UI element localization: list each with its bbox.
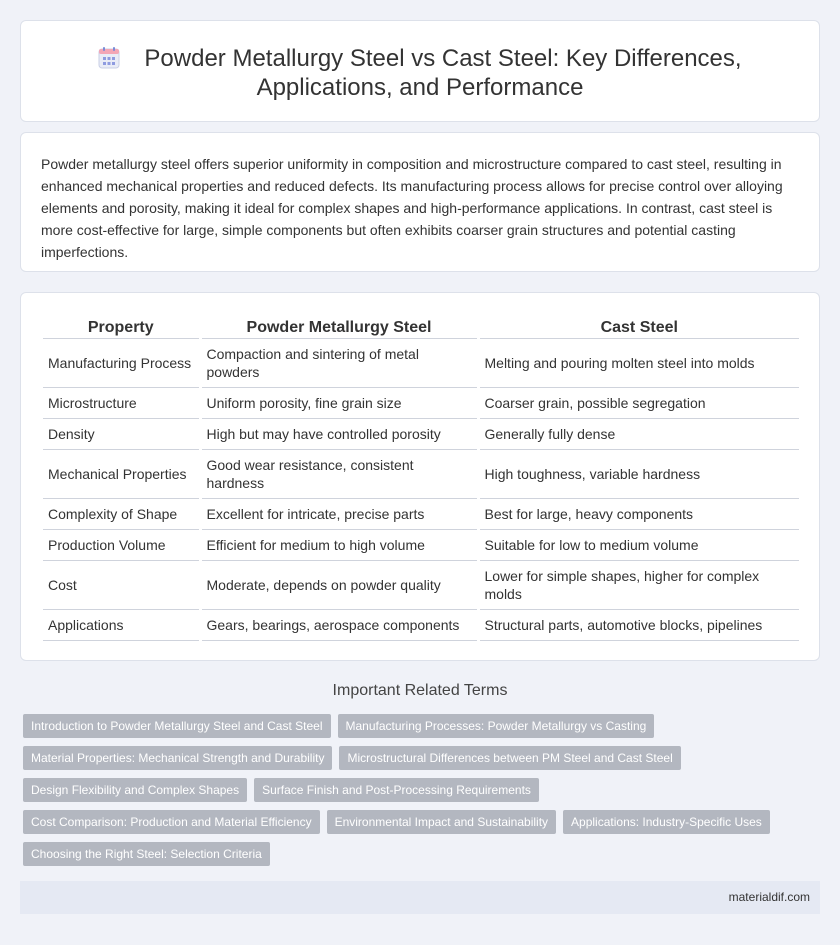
- related-terms-title: Important Related Terms: [332, 682, 508, 699]
- cell-pm: Uniform porosity, fine grain size: [200, 387, 478, 418]
- summary-text: Powder metallurgy steel offers superior uniformity in composition and microstructure compared to cast steel, resulting in enhanced mechanical properties and reduced defects. Its manufacturing process allows for precise control over alloying elements and porosity, making it ideal for complex shapes and high-performance applications. In contrast, cast steel is more cost-effective for large, simple components but often exhibits coarser grain structures and potential casting imperfections.: [41, 156, 783, 260]
- cell-property: Cost: [43, 560, 200, 609]
- cell-property: Microstructure: [43, 387, 200, 418]
- related-term-tag[interactable]: Cost Comparison: Production and Material Efficiency: [23, 810, 320, 834]
- related-term-tag[interactable]: Material Properties: Mechanical Strength and Durability: [23, 746, 332, 770]
- cell-pm: Excellent for intricate, precise parts: [200, 498, 478, 529]
- table-row: [43, 498, 799, 529]
- cell-pm: Efficient for medium to high volume: [200, 529, 478, 560]
- footer: [20, 881, 820, 914]
- related-term-tag[interactable]: Design Flexibility and Complex Shapes: [23, 778, 247, 802]
- cell-property: Density: [43, 418, 200, 449]
- page-title: [21, 44, 819, 102]
- cell-cast: High toughness, variable hardness: [478, 449, 799, 498]
- calendar-icon: [98, 47, 120, 69]
- cell-property: Manufacturing Process: [43, 338, 200, 387]
- related-term-tag[interactable]: Microstructural Differences between PM Steel and Cast Steel: [339, 746, 680, 770]
- cell-pm: Good wear resistance, consistent hardness: [200, 449, 478, 498]
- cell-pm: Compaction and sintering of metal powders: [200, 338, 478, 387]
- table-row: [43, 529, 799, 560]
- cell-pm: Moderate, depends on powder quality: [200, 560, 478, 609]
- cell-cast: Best for large, heavy components: [478, 498, 799, 529]
- cell-property: Mechanical Properties: [43, 449, 200, 498]
- table-row: [43, 418, 799, 449]
- footer-site-link[interactable]: materialdif.com: [728, 890, 810, 904]
- cell-pm: Gears, bearings, aerospace components: [200, 609, 478, 640]
- cell-pm: High but may have controlled porosity: [200, 418, 478, 449]
- title-line-2: Applications, and Performance: [256, 74, 584, 101]
- title-line-1: Powder Metallurgy Steel vs Cast Steel: Key Differences,: [144, 45, 742, 72]
- summary-card: [20, 132, 820, 272]
- related-terms-list: [23, 714, 813, 874]
- header-cast-steel: Cast Steel: [478, 315, 799, 338]
- table-row: [43, 449, 799, 498]
- cell-cast: Melting and pouring molten steel into molds: [478, 338, 799, 387]
- cell-property: Applications: [43, 609, 200, 640]
- related-term-tag[interactable]: Manufacturing Processes: Powder Metallurgy vs Casting: [338, 714, 655, 738]
- related-term-tag[interactable]: Environmental Impact and Sustainability: [327, 810, 556, 834]
- cell-property: Complexity of Shape: [43, 498, 200, 529]
- cell-cast: Coarser grain, possible segregation: [478, 387, 799, 418]
- table-row: [43, 338, 799, 387]
- related-term-tag[interactable]: Introduction to Powder Metallurgy Steel and Cast Steel: [23, 714, 331, 738]
- cell-cast: Suitable for low to medium volume: [478, 529, 799, 560]
- header-property: Property: [43, 315, 200, 338]
- table-row: [43, 387, 799, 418]
- related-term-tag[interactable]: Applications: Industry-Specific Uses: [563, 810, 770, 834]
- related-term-tag[interactable]: Choosing the Right Steel: Selection Criteria: [23, 842, 270, 866]
- related-term-tag[interactable]: Surface Finish and Post-Processing Requirements: [254, 778, 539, 802]
- comparison-table-card: [20, 292, 820, 661]
- cell-cast: Generally fully dense: [478, 418, 799, 449]
- comparison-table: [43, 315, 799, 641]
- cell-cast: Lower for simple shapes, higher for complex molds: [478, 560, 799, 609]
- header-powder-metallurgy: Powder Metallurgy Steel: [200, 315, 478, 338]
- table-row: [43, 609, 799, 640]
- cell-cast: Structural parts, automotive blocks, pipelines: [478, 609, 799, 640]
- table-header-row: [43, 315, 799, 338]
- table-row: [43, 560, 799, 609]
- title-card: [20, 20, 820, 122]
- cell-property: Production Volume: [43, 529, 200, 560]
